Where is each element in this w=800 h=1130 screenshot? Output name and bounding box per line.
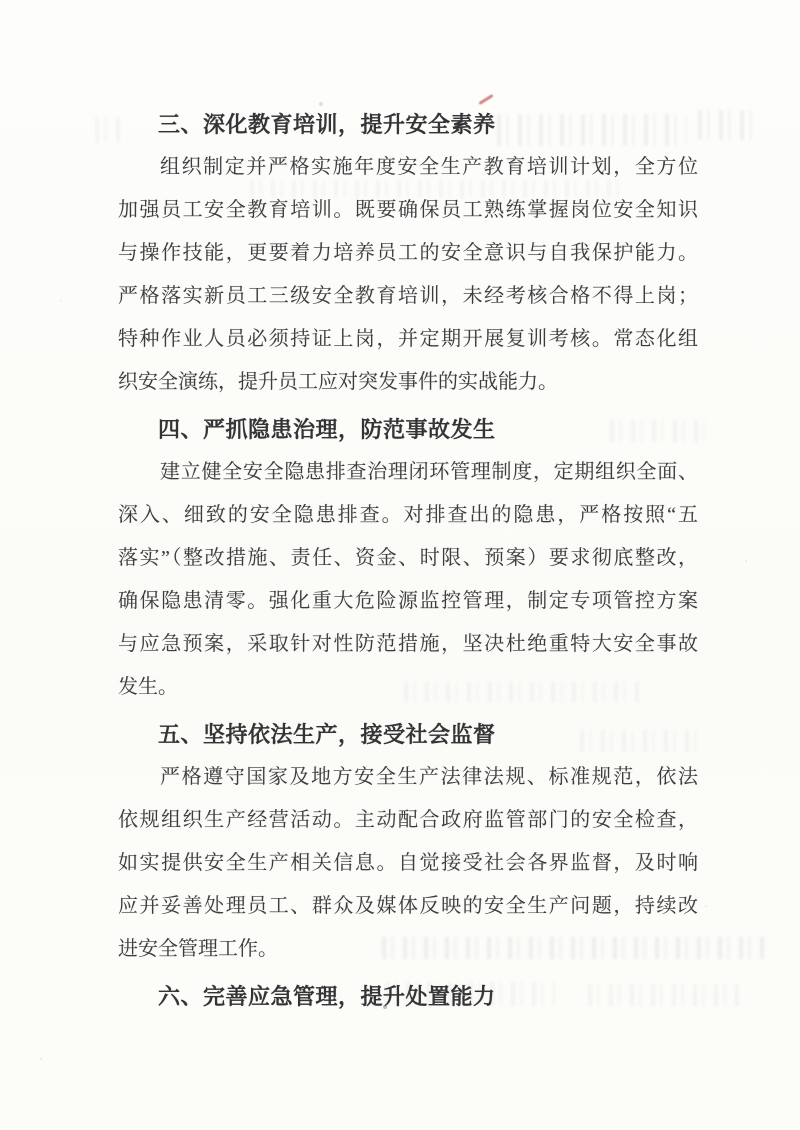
- body-line: 加强员工安全教育培训。既要确保员工熟练掌握岗位安全知识: [118, 199, 698, 221]
- section-3-heading: 三、深化教育培训，提升安全素养: [158, 112, 496, 137]
- section-4-heading: 四、严抓隐患治理，防范事故发生: [158, 417, 496, 442]
- body-line: 进安全管理工作。: [118, 938, 278, 960]
- document-body: [118, 99, 698, 1018]
- body-line: 依规组织生产经营活动。主动配合政府监管部门的安全检查，: [118, 809, 698, 831]
- body-line: 特种作业人员必须持证上岗，并定期开展复训考核。常态化组: [118, 328, 698, 350]
- body-line: 深入、细致的安全隐患排查。对排查出的隐患，严格按照“五: [118, 504, 698, 526]
- body-line: 与应急预案，采取针对性防范措施，坚决杜绝重特大安全事故: [118, 633, 698, 655]
- body-line: 如实提供安全生产相关信息。自觉接受社会各界监督，及时响: [118, 852, 698, 874]
- body-line: 确保隐患清零。强化重大危险源监控管理，制定专项管控方案: [118, 590, 698, 612]
- body-line: 建立健全安全隐患排查治理闭环管理制度，定期组织全面、: [160, 461, 698, 483]
- body-line: 严格遵守国家及地方安全生产法律法规、标准规范，依法: [160, 766, 698, 788]
- body-line: 落实”（整改措施、责任、资金、时限、预案）要求彻底整改，: [118, 547, 698, 569]
- body-line: 发生。: [118, 676, 178, 698]
- section-6-heading: 六、完善应急管理，提升处置能力: [158, 984, 496, 1009]
- body-line: 组织制定并严格实施年度安全生产教育培训计划，全方位: [160, 156, 698, 178]
- body-line: 严格落实新员工三级安全教育培训，未经考核合格不得上岗；: [118, 285, 698, 307]
- bleed-through-artifact: [698, 110, 758, 140]
- section-5-heading: 五、坚持依法生产，接受社会监督: [158, 722, 496, 747]
- body-line: 应并妥善处理员工、群众及媒体反映的安全生产问题，持续改: [118, 895, 698, 917]
- body-line: 织安全演练，提升员工应对突发事件的实战能力。: [118, 371, 558, 393]
- scan-speckles: [0, 0, 2, 2]
- body-line: 与操作技能，更要着力培养员工的安全意识与自我保护能力。: [118, 242, 698, 264]
